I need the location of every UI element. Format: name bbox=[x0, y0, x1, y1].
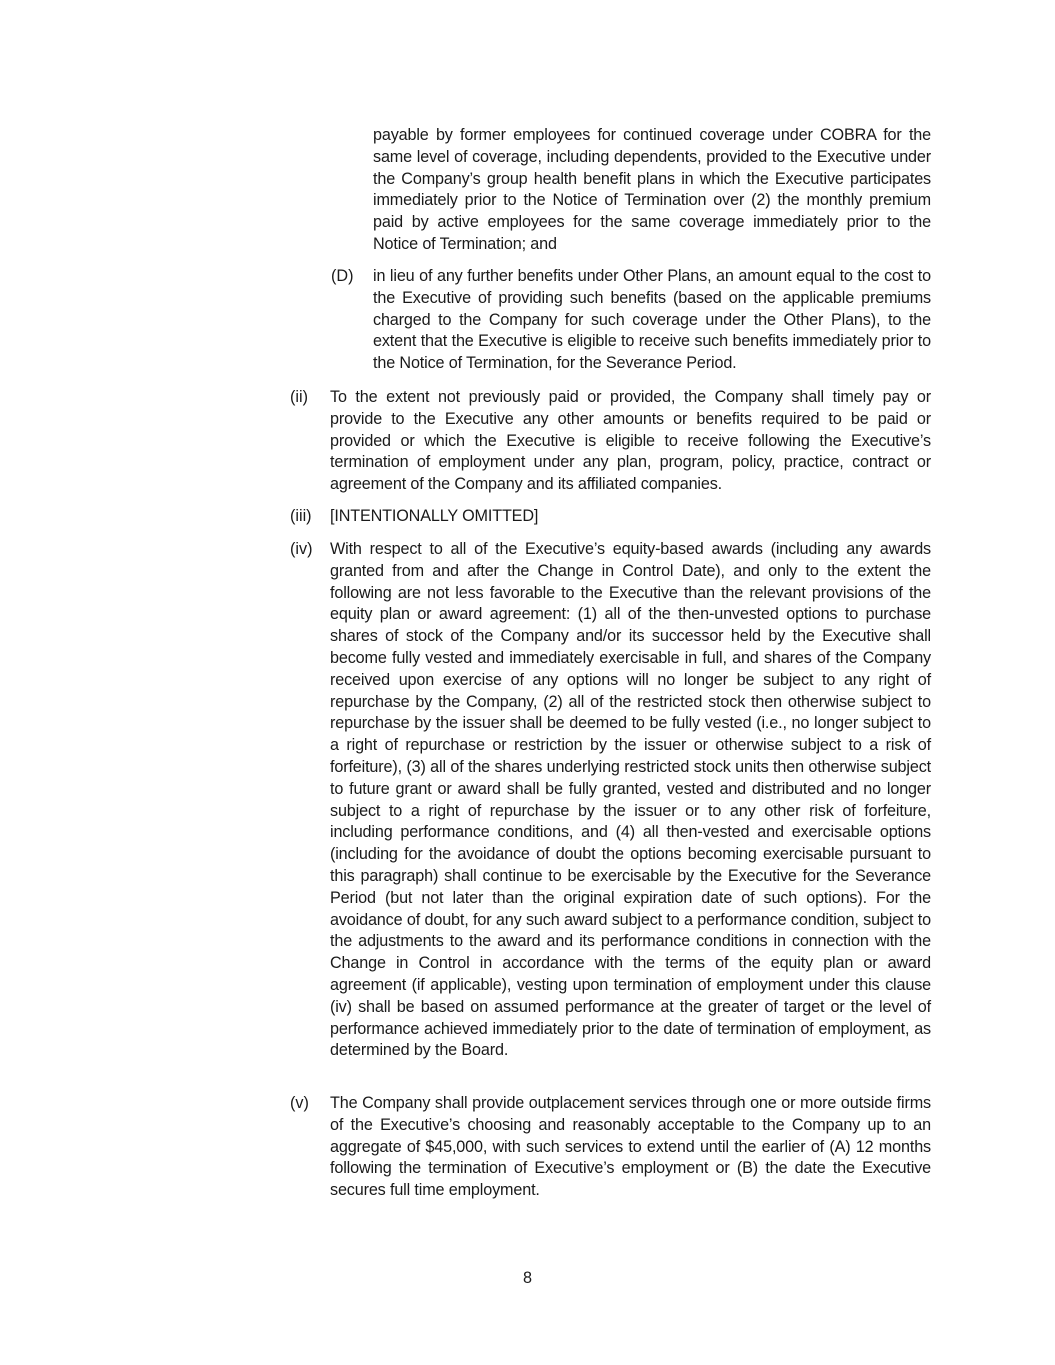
item-text-iv: With respect to all of the Executive’s equity-based awards (including any awards granted from and after the Change in Control Date), and only to the extent the following are not less favorable to the Executive than the relevant provisions of the equity plan or award agreement: (1) all of the then-unvested options to purchase shares of stock of the Company and/or its successor held by the Executive shall become fully vested and immediately exercisable in full, and shares of the Company received upon exercise of any options will no longer be subject to any right of repurchase by the Company, (2) all of the restricted stock then otherwise subject to repurchase by the issuer shall be deemed to be fully vested (i.e., no longer subject to a right of repurchase or restriction by the issuer or otherwise subject to a risk of forfeiture), (3) all of the shares underlying restricted stock units then otherwise subject to future grant or award shall be fully granted, vested and distributed and no longer subject to a right of repurchase by the issuer or to any other risk of forfeiture, including performance conditions, and (4) all then-vested and exercisable options (including for the avoidance of doubt the options becoming exercisable pursuant to this paragraph) shall continue to be exercisable by the Executive for the Severance Period (but not later than the original expiration date of such options). For the avoidance of doubt, for any such award subject to a performance condition, subject to the adjustments to the award and its performance conditions in connection with the Change in Control in accordance with the terms of the equity plan or award agreement (if applicable), vesting upon termination of employment under this clause (iv) shall be based on assumed performance at the greater of target or the level of performance achieved immediately prior to the date of termination of employment, as determined by the Board. bbox=[330, 540, 931, 1060]
item-text-D: in lieu of any further benefits under Other Plans, an amount equal to the cost to the Executive of providing such benefits (based on the applicable premiums charged to the Company for such coverage under the Other Plans), to the extent that the Executive is eligible to receive such benefits immediately prior to the Notice of Termination, for the Severance Period. bbox=[373, 267, 931, 373]
page-number: 8 bbox=[522, 1269, 532, 1287]
item-text-ii: To the extent not previously paid or provided, the Company shall timely pay or provide to the Executive any other amounts or benefits required to be paid or provided or which the Executive is eligible to receive following the Executive’s termination of employment under any plan, program, policy, practice, contract or agreement of the Company and its affiliated companies. bbox=[330, 388, 931, 494]
item-text-v: The Company shall provide outplacement services through one or more outside firms of the Executive’s choosing and reasonably acceptable to the Company up to an aggregate of $45,000, with such services to extend until the earlier of (A) 12 months following the termination of Executive’s employment or (B) the date the Executive secures full time employment. bbox=[330, 1094, 931, 1200]
continuation-paragraph: payable by former employees for continued coverage under COBRA for the same level of coverage, including dependents, provided to the Executive under the Company’s group health benefit plans in which the Executive participates immediately prior to the Notice of Termination over (2) the monthly premium paid by active employees for the same coverage immediately prior to the Notice of Termination; and bbox=[373, 126, 931, 253]
item-label-v: (v) bbox=[290, 1094, 309, 1112]
item-label-D: (D) bbox=[331, 267, 354, 285]
item-label-iv: (iv) bbox=[290, 540, 313, 558]
item-label-iii: (iii) bbox=[290, 507, 312, 525]
item-text-iii: [INTENTIONALLY OMITTED] bbox=[330, 507, 539, 525]
item-label-ii: (ii) bbox=[290, 388, 308, 406]
